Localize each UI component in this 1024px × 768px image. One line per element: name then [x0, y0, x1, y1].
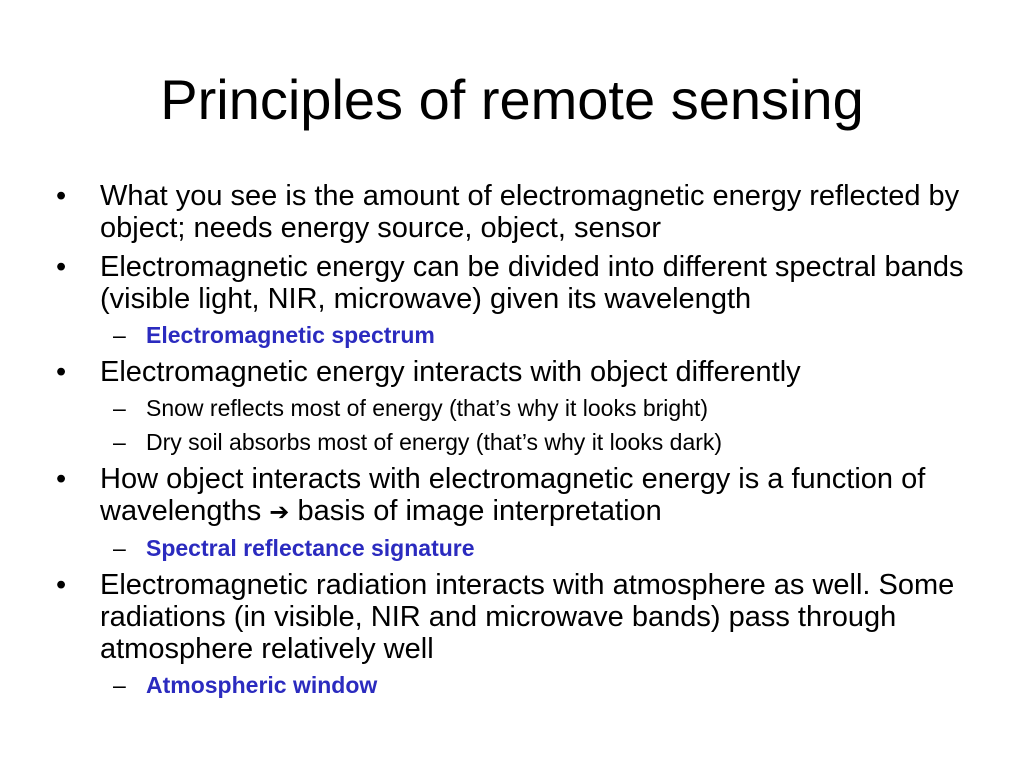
sub-bullet-dash: –: [113, 672, 126, 698]
bullet-text: Electromagnetic radiation interacts with atmosphere as well. Some radiations (in visible, NIR and microwave bands) pass through atmosphere relatively well: [100, 569, 955, 665]
spectral-reflectance-link[interactable]: Spectral reflectance signature: [146, 535, 475, 561]
bullet-interacts-differently: [56, 356, 986, 388]
sub-bullet-snow: [56, 395, 986, 422]
sub-bullet-dash: –: [113, 395, 126, 421]
bullet-energy-reflected: [56, 180, 986, 244]
sub-bullet-electromagnetic-spectrum[interactable]: [56, 322, 986, 349]
bullet-text: What you see is the amount of electromagnetic energy reflected by object; needs energy source, object, sensor: [100, 180, 960, 244]
bullet-dot: •: [56, 463, 67, 495]
bullet-atmosphere: [56, 569, 986, 665]
bullet-text: Electromagnetic energy interacts with object differently: [100, 356, 801, 388]
sub-bullet-dash: –: [113, 535, 126, 561]
right-arrow-icon: ➔: [269, 498, 290, 526]
bullet-dot: •: [56, 569, 67, 601]
sub-bullet-atmospheric-window[interactable]: [56, 672, 986, 699]
bullet-text-continued: basis of image interpretation: [297, 495, 662, 527]
bullet-text: Electromagnetic energy can be divided into different spectral bands (visible light, NIR, microwave) given its wavelength: [100, 251, 964, 315]
atmospheric-window-link[interactable]: Atmospheric window: [146, 672, 378, 698]
sub-bullet-dash: –: [113, 429, 126, 455]
sub-bullet-dry-soil: [56, 429, 986, 456]
sub-bullet-dash: –: [113, 322, 126, 348]
slide-title: Principles of remote sensing: [160, 68, 864, 131]
bullet-text: How object interacts with electromagnetic energy is a function of wavelengths: [100, 463, 926, 527]
bullet-dot: •: [56, 180, 67, 212]
sub-bullet-text: Snow reflects most of energy (that’s why it looks bright): [146, 395, 709, 421]
slide-body: [56, 180, 986, 706]
bullet-function-of-wavelengths: [56, 463, 986, 528]
sub-bullet-spectral-reflectance[interactable]: [56, 535, 986, 562]
bullet-dot: •: [56, 356, 67, 388]
sub-bullet-text: Dry soil absorbs most of energy (that’s why it looks dark): [146, 429, 723, 455]
bullet-dot: •: [56, 251, 67, 283]
bullet-spectral-bands: [56, 251, 986, 315]
electromagnetic-spectrum-link[interactable]: Electromagnetic spectrum: [146, 322, 435, 348]
